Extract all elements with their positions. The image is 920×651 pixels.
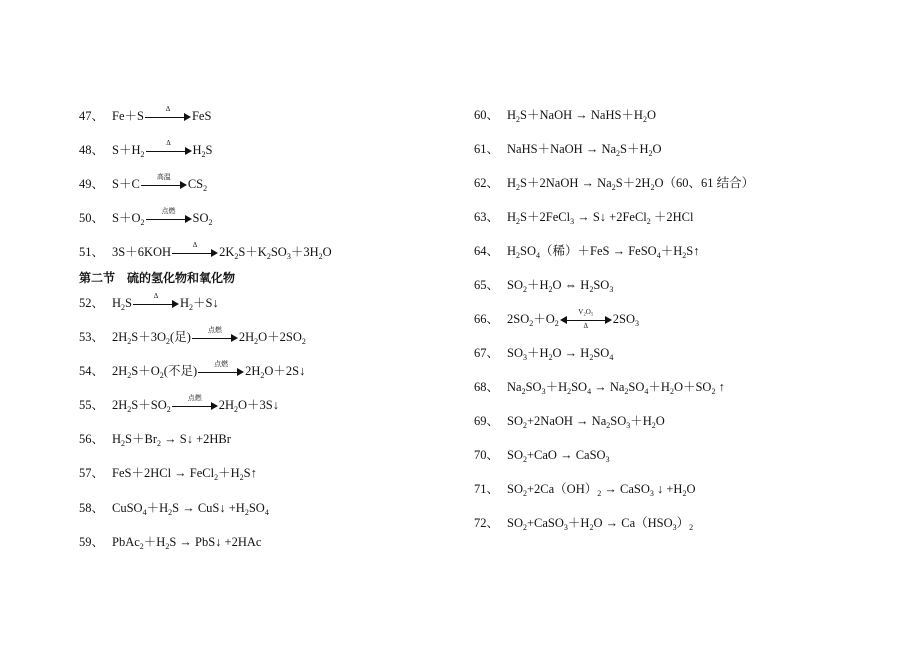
subscript: 2 (234, 252, 239, 261)
formula-text: SO (593, 278, 610, 292)
subscript: 2 (554, 319, 559, 328)
formula-text: S (125, 296, 132, 310)
equation-item (474, 243, 699, 259)
subscript: 3 (649, 489, 654, 498)
formula-text: +2NaOH → Na (527, 414, 607, 428)
subscript: 2 (646, 217, 651, 226)
formula-text: S＋2H (615, 176, 651, 190)
formula-text: SO (610, 414, 627, 428)
subscript: 3 (541, 387, 546, 396)
formula-text: O (652, 142, 662, 156)
formula-text: S＋2FeCl (520, 210, 571, 224)
subscript: 2 (234, 405, 239, 414)
subscript: 2 (157, 439, 161, 448)
formula-text: ↓ +H (653, 482, 683, 496)
subscript: 2 (168, 508, 173, 517)
formula-text: S＋2NaOH → Na (520, 176, 612, 190)
formula-text: SO (507, 516, 523, 530)
subscript: 2 (301, 337, 306, 346)
formula-text: ＋H (545, 380, 568, 394)
formula-text: → Na (591, 380, 625, 394)
equation-item (474, 515, 693, 531)
subscript: 2 (121, 439, 126, 448)
formula-text: → S↓ +2HBr (161, 432, 231, 446)
subscript: 2 (139, 542, 144, 551)
equation-item (474, 209, 693, 225)
subscript: 2 (266, 252, 271, 261)
formula-text: NaHS＋NaOH → Na (507, 142, 617, 156)
equation-number: 60、 (474, 108, 500, 122)
reaction-condition: 点燃 (207, 326, 222, 335)
subscript: 4 (264, 508, 269, 517)
formula-text: O (646, 108, 656, 122)
formula-text: +CaSO (527, 516, 564, 530)
equation-item (474, 141, 662, 157)
formula-text: SO (507, 448, 523, 462)
subscript: 4 (656, 251, 661, 260)
formula-text: ＋2HCl (650, 210, 694, 224)
formula-text: O＋SO (673, 380, 712, 394)
subscript: 2 (589, 285, 594, 294)
formula-text: ＋H (648, 380, 670, 394)
equation-number: 55、 (79, 398, 105, 412)
equation-number: 59、 (79, 535, 105, 549)
formula-text: FeS (191, 109, 212, 123)
subscript: 4 (142, 508, 147, 517)
formula-text: (不足) (163, 364, 198, 378)
formula-text: 2H (112, 364, 128, 378)
formula-text: 2K (219, 245, 235, 259)
equation-number: 57、 (79, 466, 105, 480)
formula-text: H (112, 296, 122, 310)
formula-text: S↑ (243, 466, 257, 480)
formula-text: ） (676, 516, 690, 530)
formula-text: SO (628, 380, 645, 394)
equation-item (474, 175, 754, 191)
subscript: 2 (166, 337, 171, 346)
formula-text: H (507, 176, 517, 190)
formula-text: ＋H (527, 278, 549, 292)
subscript: 3 (286, 252, 291, 261)
formula-text: S＋O (112, 211, 141, 225)
formula-text: ＋H (143, 535, 166, 549)
subscript: 2 (650, 183, 655, 192)
formula-text: 2H (218, 398, 235, 412)
equation-item (474, 345, 613, 361)
reaction-condition: Δ (153, 292, 159, 301)
formula-text: +CaO → CaSO (527, 448, 606, 462)
subscript: 2 (127, 405, 132, 414)
subscript: 2 (254, 337, 259, 346)
subscript: 2 (203, 184, 208, 193)
formula-text: ＋H (660, 244, 683, 258)
formula-text: S＋O (131, 364, 160, 378)
subscript: 2 (606, 421, 611, 430)
formula-text: H (192, 143, 202, 157)
equation-item (474, 308, 640, 331)
formula-text: SO (520, 244, 537, 258)
equation-number: 70、 (474, 448, 500, 462)
subscript: 2 (711, 387, 716, 396)
subscript: 2 (611, 183, 616, 192)
subscript: 4 (587, 387, 592, 396)
formula-text: O ⇔ H (552, 278, 590, 292)
formula-text: ＋S↓ (193, 296, 219, 310)
subscript: 2 (201, 150, 206, 159)
formula-text: CuSO (112, 501, 143, 515)
formula-text: ＋H (527, 346, 549, 360)
equation-number: 50、 (79, 211, 105, 225)
formula-text: → S↓ +2FeCl (574, 210, 647, 224)
equation-number: 58、 (79, 501, 105, 515)
equation-number: 61、 (474, 142, 500, 156)
formula-text: O → H (552, 346, 590, 360)
subscript: 2 (523, 285, 527, 294)
subscript: 2 (516, 217, 521, 226)
formula-text: （稀）＋FeS → FeSO (540, 244, 657, 258)
equation-number: 65、 (474, 278, 500, 292)
formula-text: Na (507, 380, 522, 394)
formula-text: ＋3H (290, 245, 319, 259)
formula-text: ＋H (630, 414, 652, 428)
subscript: 2 (529, 319, 534, 328)
equation-number: 67、 (474, 346, 500, 360)
subscript: 2 (669, 387, 674, 396)
subscript: 2 (318, 252, 323, 261)
reaction-condition: 点燃 (214, 360, 229, 369)
catalyst-label: V₂O₅ (578, 308, 594, 317)
formula-text: O（60、61 结合） (654, 176, 755, 190)
subscript: 2 (548, 285, 553, 294)
formula-text: 3S＋6KOH (112, 245, 172, 259)
formula-text: H (507, 108, 517, 122)
subscript: 2 (523, 421, 527, 430)
subscript: 2 (523, 455, 527, 464)
formula-text: O → Ca（HSO (593, 516, 673, 530)
formula-text: O (686, 482, 696, 496)
subscript: 2 (516, 251, 521, 260)
formula-text: (足) (170, 330, 191, 344)
subscript: 2 (548, 353, 553, 362)
formula-text: SO (571, 380, 588, 394)
equation-number: 51、 (79, 245, 105, 259)
subscript: 2 (523, 489, 527, 498)
equation-number: 69、 (474, 414, 500, 428)
subscript: 3 (609, 285, 614, 294)
subscript: 2 (239, 473, 244, 482)
formula-text: S＋K (238, 245, 267, 259)
formula-text: S＋Br (125, 432, 157, 446)
subscript: 4 (536, 251, 541, 260)
equation-number: 52、 (79, 296, 105, 310)
equation-number: 63、 (474, 210, 500, 224)
formula-text: S＋C (112, 177, 140, 191)
formula-text: SO (507, 278, 523, 292)
equation-number: 54、 (79, 364, 105, 378)
formula-text: SO (507, 346, 523, 360)
reaction-condition: Δ (165, 105, 171, 114)
formula-text: 2H (245, 364, 261, 378)
equation-number: 68、 (474, 380, 500, 394)
reversible-arrow-icon (560, 308, 612, 331)
subscript: 2 (189, 303, 194, 312)
formula-text: S＋H (112, 143, 141, 157)
formula-text: PbAc (112, 535, 140, 549)
subscript: 2 (516, 183, 521, 192)
formula-text: SO (270, 245, 287, 259)
formula-text: H (180, 296, 190, 310)
equation-item (474, 379, 725, 395)
formula-text: H (112, 432, 122, 446)
formula-text: ＋H (567, 516, 590, 530)
equation-number: 49、 (79, 177, 105, 191)
equation-number: 66、 (474, 312, 500, 326)
equation-number: 56、 (79, 432, 105, 446)
formula-text: CS (187, 177, 204, 191)
subscript: 2 (642, 115, 647, 124)
formula-text: → CaSO (601, 482, 650, 496)
subscript: 2 (516, 115, 521, 124)
formula-text: ＋H (218, 466, 240, 480)
formula-text: H (507, 244, 517, 258)
equation-number: 62、 (474, 176, 500, 190)
formula-text: O＋2S↓ (264, 364, 306, 378)
subscript: 2 (244, 508, 249, 517)
subscript: 2 (682, 251, 687, 260)
formula-text: S → PbS↓ +2HAc (169, 535, 262, 549)
formula-text: ＋H (146, 501, 169, 515)
equation-item (474, 447, 610, 463)
subscript: 2 (159, 371, 164, 380)
subscript: 2 (589, 523, 594, 532)
formula-text: S (205, 143, 213, 157)
formula-text: ↑ (715, 380, 725, 394)
formula-text: ＋O (533, 312, 555, 326)
subscript: 2 (260, 371, 265, 380)
formula-text: O＋3S↓ (238, 398, 279, 412)
equation-number: 72、 (474, 516, 500, 530)
formula-text: 2H (112, 398, 128, 412)
formula-text: O (322, 245, 332, 259)
subscript: 2 (567, 387, 572, 396)
equation-number: 48、 (79, 143, 105, 157)
formula-text: S＋H (620, 142, 649, 156)
formula-text: SO (525, 380, 542, 394)
equation-number: 64、 (474, 244, 500, 258)
equation-number: 53、 (79, 330, 105, 344)
formula-text: O (655, 414, 665, 428)
subscript: 2 (523, 523, 527, 532)
reaction-condition: Δ (192, 241, 198, 250)
subscript: 3 (635, 319, 640, 328)
subscript: 2 (689, 523, 694, 532)
subscript: 2 (121, 303, 126, 312)
subscript: 3 (672, 523, 677, 532)
subscript: 2 (624, 387, 629, 396)
formula-text: S＋SO (131, 398, 167, 412)
formula-text: O＋2SO (258, 330, 302, 344)
subscript: 3 (605, 455, 610, 464)
subscript: 2 (166, 405, 171, 414)
subscript: 2 (682, 489, 687, 498)
subscript: 2 (648, 149, 653, 158)
equation-item (474, 413, 665, 429)
formula-text: SO (248, 501, 265, 515)
formula-text: Fe＋S (112, 109, 144, 123)
formula-text: FeS＋2HCl → FeCl (112, 466, 215, 480)
reaction-condition: 点燃 (161, 207, 176, 216)
subscript: 2 (127, 337, 132, 346)
subscript: 2 (651, 421, 656, 430)
subscript: 3 (570, 217, 575, 226)
subscript: 2 (616, 149, 621, 158)
subscript: 3 (523, 353, 527, 362)
subscript: 4 (644, 387, 649, 396)
reaction-condition: 点燃 (187, 394, 202, 403)
formula-text: 2H (112, 330, 128, 344)
formula-text: S＋NaOH → NaHS＋H (520, 108, 643, 122)
formula-text: H (507, 210, 517, 224)
heat-label: Δ (583, 322, 589, 331)
formula-text: SO (192, 211, 209, 225)
formula-text: SO (507, 482, 523, 496)
equation-number: 71、 (474, 482, 500, 496)
subscript: 3 (626, 421, 631, 430)
equation-number: 47、 (79, 109, 105, 123)
subscript: 2 (140, 218, 145, 227)
formula-text: +2Ca（OH） (527, 482, 598, 496)
subscript: 4 (609, 353, 614, 362)
formula-text: SO (593, 346, 610, 360)
formula-text: 2SO (612, 312, 636, 326)
subscript: 2 (521, 387, 526, 396)
formula-text: S↑ (686, 244, 700, 258)
subscript: 2 (127, 371, 132, 380)
equation-item (474, 481, 695, 497)
reaction-condition: 高温 (156, 173, 171, 182)
formula-text: S＋3O (131, 330, 167, 344)
equation-item (474, 277, 613, 293)
subscript: 2 (597, 489, 602, 498)
reaction-condition: Δ (166, 139, 171, 148)
formula-text: SO (507, 414, 523, 428)
equation-item (474, 107, 656, 123)
subscript: 3 (563, 523, 568, 532)
subscript: 2 (140, 150, 145, 159)
subscript: 2 (589, 353, 594, 362)
subscript: 2 (208, 218, 213, 227)
formula-text: 2H (238, 330, 255, 344)
formula-text: 2SO (507, 312, 530, 326)
formula-text: S → CuS↓ +H (172, 501, 245, 515)
subscript: 2 (165, 542, 170, 551)
subscript: 2 (214, 473, 219, 482)
section-heading: 第二节 硫的氢化物和氧化物 (79, 271, 236, 285)
